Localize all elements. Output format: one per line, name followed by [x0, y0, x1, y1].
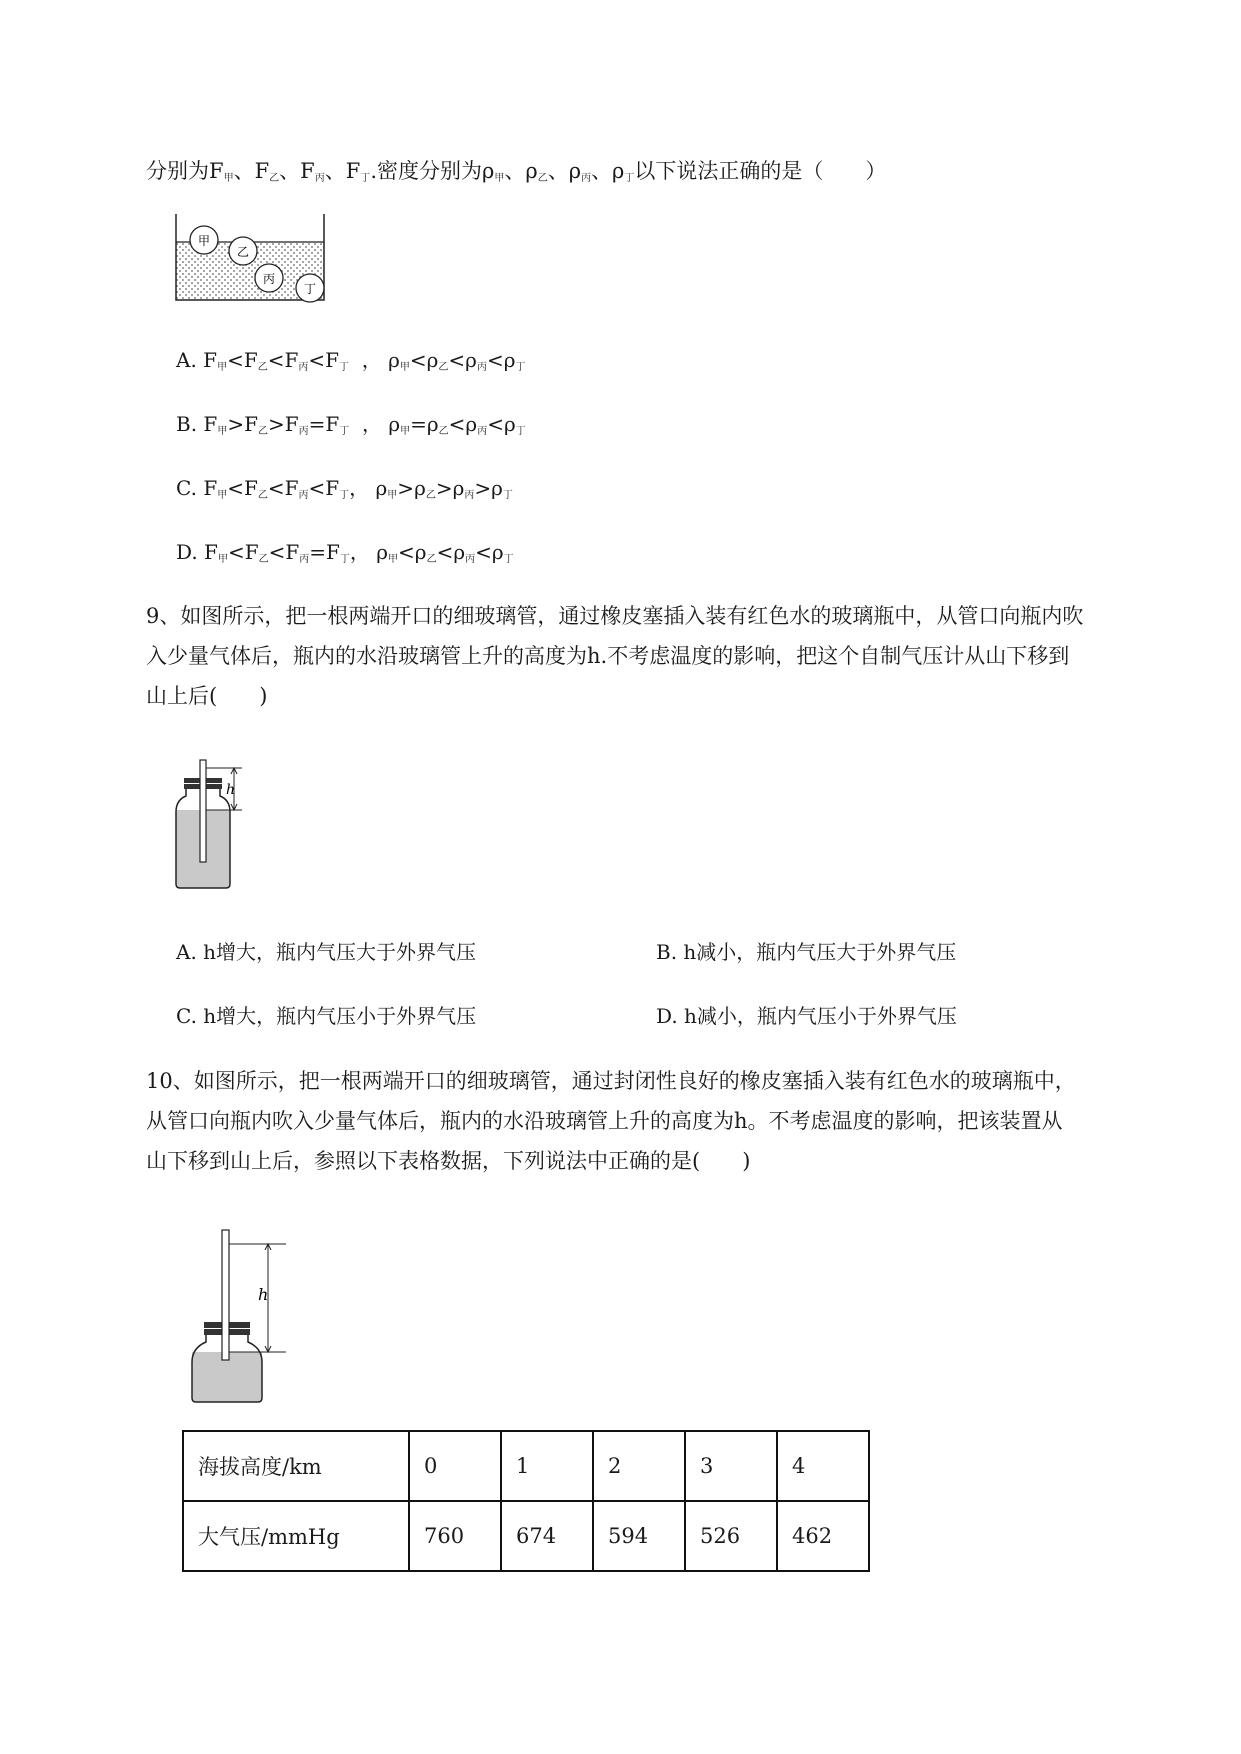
svg-text:甲: 甲	[197, 234, 211, 248]
q8-figure-container	[175, 212, 335, 312]
table-row-pressure	[183, 1501, 869, 1571]
q9-stem-line-3: 山上后( )	[146, 684, 268, 708]
q8-option-c[interactable]: C. $F_甲<F_乙<F_丙<F_丁$， $\rho_甲>\rho_乙>\rho_丙>\rho_丁$	[176, 476, 513, 501]
ball-yi	[229, 237, 257, 265]
q8-stem: 分别为$F_甲$、$F_乙$、$F_丙$、$F_丁$.密度分别为$\rho_甲$、$\rho_乙$、$\rho_丙$、$\rho_丁$以下说法正确的是（ ）	[146, 159, 887, 184]
q10-stem-line-3: 山下移到山上后，参照以下表格数据，下列说法中正确的是( )	[146, 1149, 751, 1173]
ball-bing	[255, 264, 283, 292]
table-cell: 2	[593, 1431, 685, 1501]
q9-figure-bottle	[170, 752, 250, 892]
svg-text:乙: 乙	[236, 245, 250, 259]
table-cell: 526	[685, 1501, 777, 1571]
table-cell: 3	[685, 1431, 777, 1501]
table-cell: 4	[777, 1431, 869, 1501]
q9-option-d[interactable]: D. h减小，瓶内气压小于外界气压	[656, 1004, 957, 1028]
q9-option-a[interactable]: A. h增大，瓶内气压大于外界气压	[176, 940, 477, 964]
q9-option-c[interactable]: C. h增大，瓶内气压小于外界气压	[176, 1004, 477, 1028]
q10-stem-line-2: 从管口向瓶内吹入少量气体后，瓶内的水沿玻璃管上升的高度为h。不考虑温度的影响，把该装置从	[146, 1109, 1063, 1133]
ball-jia	[190, 226, 218, 254]
q8-option-a[interactable]: A. $F_甲<F_乙<F_丙<F_丁$ ， $\rho_甲<\rho_乙<\rho_丙<\rho_丁$	[176, 348, 526, 373]
table-cell: 760	[409, 1501, 501, 1571]
q9-option-b[interactable]: B. h减小，瓶内气压大于外界气压	[656, 940, 957, 964]
svg-text:h: h	[226, 782, 236, 798]
q8-option-b[interactable]: B. $F_甲>F_乙>F_丙=F_丁$ ， $\rho_甲=\rho_乙<\rho_丙<\rho_丁$	[176, 412, 526, 437]
table-header-altitude: 海拔高度/km	[183, 1431, 409, 1501]
q9-stem-line-1: 9、如图所示，把一根两端开口的细玻璃管，通过橡皮塞插入装有红色水的玻璃瓶中，从管口向瓶内吹	[146, 604, 1084, 628]
svg-text:丁: 丁	[303, 282, 317, 296]
table-cell: 0	[409, 1431, 501, 1501]
table-cell: 594	[593, 1501, 685, 1571]
ball-ding	[296, 274, 324, 302]
q8-option-d[interactable]: D. $F_甲<F_乙<F_丙=F_丁$， $\rho_甲<\rho_乙<\rho_丙<\rho_丁$	[176, 540, 514, 565]
svg-text:丙: 丙	[262, 272, 276, 286]
q10-figure-bottle	[186, 1228, 296, 1408]
altitude-pressure-table	[182, 1430, 870, 1572]
table-cell: 1	[501, 1431, 593, 1501]
table-header-pressure: 大气压/mmHg	[183, 1501, 409, 1571]
table-cell: 674	[501, 1501, 593, 1571]
table-cell: 462	[777, 1501, 869, 1571]
q10-stem-line-1: 10、如图所示，把一根两端开口的细玻璃管，通过封闭性良好的橡皮塞插入装有红色水的玻璃瓶中，	[146, 1069, 1076, 1093]
svg-text:h: h	[258, 1285, 269, 1304]
table-row-altitude	[183, 1431, 869, 1501]
q9-stem-line-2: 入少量气体后，瓶内的水沿玻璃管上升的高度为h.不考虑温度的影响，把这个自制气压计从山下移到	[146, 644, 1070, 668]
